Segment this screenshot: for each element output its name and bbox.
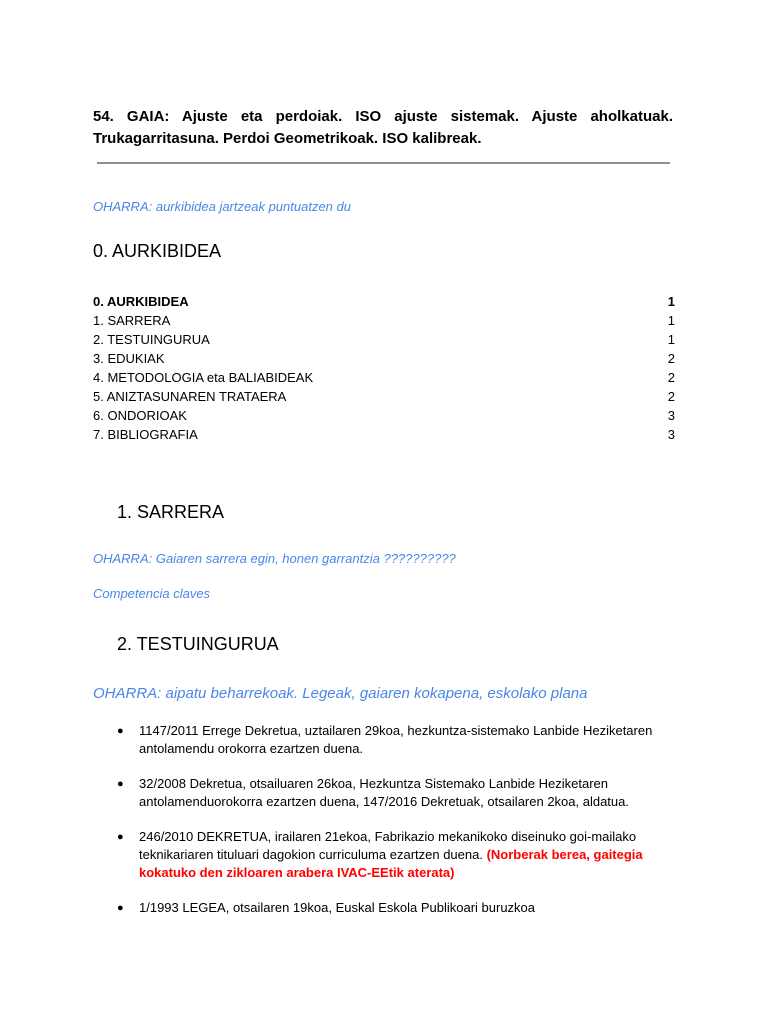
toc-row[interactable] bbox=[93, 406, 675, 425]
list-item-text: 246/2010 DEKRETUA, irailaren 21ekoa, Fabrikazio mekanikoko diseinuko goi-mailako teknikariaren tituluari dagokion curriculuma ezartzen duena. bbox=[139, 829, 637, 862]
index-note: OHARRA: aurkibidea jartzeak puntuatzen du bbox=[93, 199, 351, 214]
toc-row[interactable] bbox=[93, 368, 675, 387]
list-item-text: 1/1993 LEGEA, otsailaren 19koa, Euskal Eskola Publikoari buruzkoa bbox=[139, 900, 536, 915]
section2-heading: 2. TESTUINGURUA bbox=[117, 634, 279, 654]
table-of-contents bbox=[93, 292, 675, 444]
toc-page: 1 bbox=[667, 294, 675, 309]
toc-row[interactable] bbox=[93, 292, 675, 311]
toc-label: 1. SARRERA bbox=[93, 313, 171, 328]
bullet-icon: ● bbox=[117, 831, 124, 843]
toc-row[interactable] bbox=[93, 425, 675, 444]
list-item-text: 32/2008 Dekretua, otsailuaren 26koa, Hezkuntza Sistemako Lanbide Heziketaren antolamenduorokorra ezartzen duena, 147/2016 Dekretuak, otsailaren 2koa, aldatua. bbox=[139, 776, 629, 809]
section1-note-competencies: Competencia claves bbox=[93, 586, 211, 601]
toc-page: 1 bbox=[667, 332, 675, 347]
section2-note: OHARRA: aipatu beharrekoak. Legeak, gaiaren kokapena, eskolako plana bbox=[93, 685, 588, 702]
list-item bbox=[117, 722, 677, 758]
title-divider bbox=[97, 162, 670, 164]
toc-page: 2 bbox=[667, 351, 675, 366]
document-title: 54. GAIA: Ajuste eta perdoiak. ISO ajuste sistemak. Ajuste aholkatuak. Trukagarritasuna. Perdoi Geometrikoak. ISO kalibreak. bbox=[93, 108, 673, 147]
toc-page: 1 bbox=[667, 313, 675, 328]
toc-page: 2 bbox=[667, 370, 675, 385]
toc-label: 3. EDUKIAK bbox=[93, 351, 165, 366]
toc-row[interactable] bbox=[93, 387, 675, 406]
list-item-text: 1147/2011 Errege Dekretua, uztailaren 29koa, hezkuntza-sistemako Lanbide Heziketaren antolamendu orokorra ezartzen duena. bbox=[139, 723, 653, 756]
toc-label: 7. BIBLIOGRAFIA bbox=[93, 427, 198, 442]
toc-row[interactable] bbox=[93, 349, 675, 368]
toc-page: 3 bbox=[667, 408, 675, 423]
legislation-list bbox=[117, 722, 677, 934]
section1-note: OHARRA: Gaiaren sarrera egin, honen garrantzia ?????????? bbox=[93, 551, 456, 566]
list-item-highlight: (Norberak berea, gaitegia kokatuko den zikloaren arabera IVAC-EEtik aterata) bbox=[139, 847, 643, 880]
bullet-icon: ● bbox=[117, 902, 124, 914]
toc-page: 2 bbox=[667, 389, 675, 404]
toc-label: 4. METODOLOGIA eta BALIABIDEAK bbox=[93, 370, 314, 385]
list-item bbox=[117, 775, 677, 811]
index-heading: 0. AURKIBIDEA bbox=[93, 241, 222, 261]
toc-label: 5. ANIZTASUNAREN TRATAERA bbox=[93, 389, 287, 404]
list-item bbox=[117, 899, 677, 917]
toc-page: 3 bbox=[667, 427, 675, 442]
bullet-icon: ● bbox=[117, 725, 124, 737]
bullet-icon: ● bbox=[117, 778, 124, 790]
list-item bbox=[117, 828, 677, 882]
toc-row[interactable] bbox=[93, 330, 675, 349]
toc-label: 2. TESTUINGURUA bbox=[93, 332, 210, 347]
toc-row[interactable] bbox=[93, 311, 675, 330]
toc-label: 6. ONDORIOAK bbox=[93, 408, 187, 423]
toc-label: 0. AURKIBIDEA bbox=[93, 294, 189, 309]
section1-heading: 1. SARRERA bbox=[117, 502, 225, 522]
